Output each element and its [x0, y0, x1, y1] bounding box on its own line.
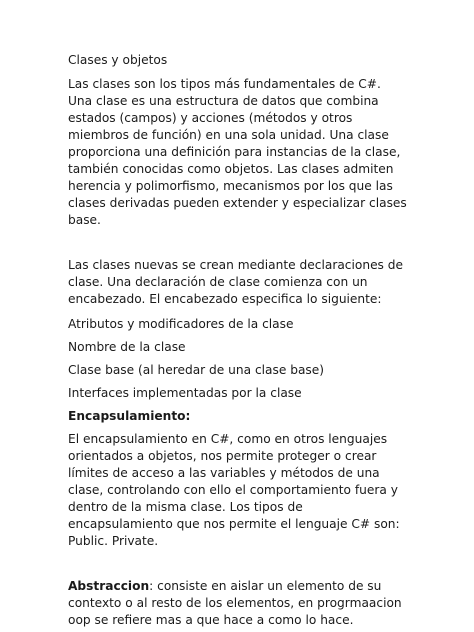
abstraction-text: : consiste en aislar un elemento de su contexto o al resto de los elementos, en progrmaacion oop se refiere mas a que hace a como lo hace. — [68, 579, 402, 627]
classes-intro-paragraph: Las clases son los tipos más fundamentales de C#. Una clase es una estructura de datos que combina estados (campos) y acciones (métodos y otros miembros de función) en una sola unidad. Una clase proporciona una definición para instancias de la clase, también conocidas como objetos. Las clases admiten herencia y polimorfismo, mecanismos por los que las clases derivadas pueden extender y especializar clases base. — [68, 77, 407, 227]
class-declaration-paragraph: Las clases nuevas se crean mediante declaraciones de clase. Una declaración de clase comienza con un encabezado. El encabezado especifica lo siguiente: — [68, 258, 404, 306]
abstraction-term: Abstraccion — [68, 579, 150, 593]
header-item-base-class: Clase base (al heredar de una clase base) — [68, 363, 325, 377]
encapsulation-paragraph: El encapsulamiento en C#, como en otros lenguajes orientados a objetos, nos permite proteger o crear límites de acceso a las variables y métodos de una clase, controlando con ello el comportamiento fuera y dentro de la misma clase. Los tipos de encapsulamiento que nos permite el lenguaje C# son: Public. Private. — [68, 432, 400, 548]
encapsulation-heading: Encapsulamiento: — [68, 409, 191, 423]
document-title: Clases y objetos — [68, 53, 168, 67]
header-item-class-name: Nombre de la clase — [68, 340, 186, 354]
header-item-interfaces: Interfaces implementadas por la clase — [68, 386, 302, 400]
document-page — [68, 52, 408, 629]
header-item-attributes: Atributos y modificadores de la clase — [68, 317, 294, 331]
abstraction-paragraph — [68, 578, 408, 629]
